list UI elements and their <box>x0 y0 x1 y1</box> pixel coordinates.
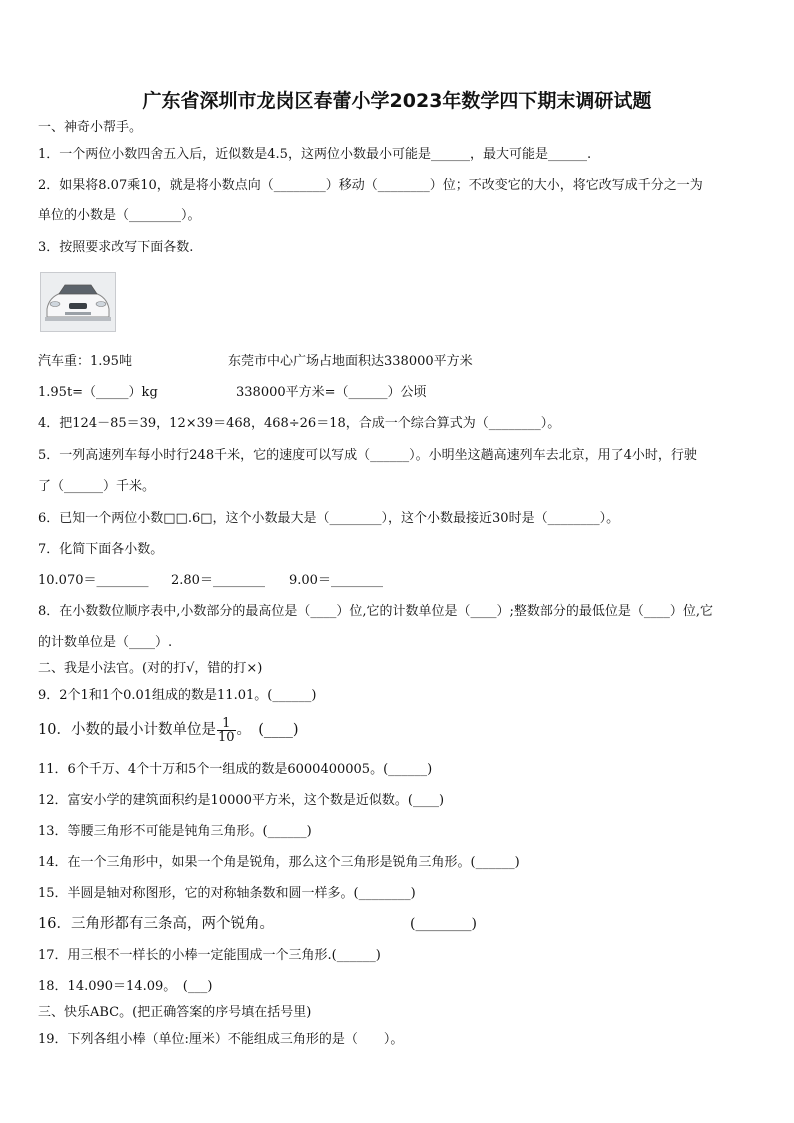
question-13: 13．等腰三角形不可能是钝角三角形。(______) <box>38 824 312 839</box>
section-2-heading: 二、我是小法官。(对的打√，错的打×) <box>38 661 263 676</box>
question-7: 7．化简下面各小数。 <box>38 542 164 557</box>
question-16: 16．三角形都有三条高，两个锐角。 <box>38 916 274 932</box>
question-8-line-2: 的计数单位是（____）. <box>38 635 173 650</box>
car-icon <box>41 273 115 331</box>
question-19: 19．下列各组小棒（单位:厘米）不能组成三角形的是（ ）。 <box>38 1032 404 1047</box>
question-3-left-blank: 1.95t=（_____）kg <box>38 385 158 400</box>
question-11: 11．6个千万、4个十万和5个一组成的数是6000400005。(______) <box>38 762 433 777</box>
question-4: 4．把124－85＝39，12×39＝468，468÷26＝18，合成一个综合算式为（________）。 <box>38 416 561 431</box>
car-photo <box>40 272 116 332</box>
question-3: 3．按照要求改写下面各数. <box>38 240 194 255</box>
question-16-blank: (________) <box>410 916 477 932</box>
section-1-heading: 一、神奇小帮手。 <box>38 120 143 135</box>
question-12: 12．富安小学的建筑面积约是10000平方米，这个数是近似数。(____) <box>38 793 445 808</box>
page-title: 广东省深圳市龙岗区春蕾小学2023年数学四下期末调研试题 <box>142 90 652 112</box>
plaza-area-label: 东莞市中心广场占地面积达338000平方米 <box>228 354 473 369</box>
question-15: 15．半圆是轴对称图形，它的对称轴条数和圆一样多。(________) <box>38 886 416 901</box>
simplify-item-1: 10.070＝________ <box>38 573 149 588</box>
section-3-heading: 三、快乐ABC。(把正确答案的序号填在括号里) <box>38 1005 312 1020</box>
question-6: 6．已知一个两位小数□□.6□，这个小数最大是（________），这个小数最接近30时是（________）。 <box>38 511 620 526</box>
question-10-text: 10．小数的最小计数单位是 <box>38 722 216 738</box>
question-1: 1．一个两位小数四舍五入后，近似数是4.5，这两位小数最小可能是______，最大可能是______. <box>38 147 592 162</box>
question-10 <box>38 715 762 745</box>
simplify-item-2: 2.80＝________ <box>171 573 265 588</box>
question-2-line-1: 2．如果将8.07乘10，就是将小数点向（________）移动（________）位；不改变它的大小，将它改写成千分之一为 <box>38 178 703 193</box>
fraction-one-tenth <box>217 717 236 744</box>
question-14: 14．在一个三角形中，如果一个角是锐角，那么这个三角形是锐角三角形。(______) <box>38 855 520 870</box>
fraction-numerator: 1 <box>217 717 236 731</box>
fraction-denominator: 10 <box>217 729 235 745</box>
car-weight-label: 汽车重：1.95吨 <box>38 354 132 369</box>
question-5-line-1: 5．一列高速列车每小时行248千米，它的速度可以写成（______）。小明坐这趟高速列车去北京，用了4小时，行驶 <box>38 448 697 463</box>
question-17: 17．用三根不一样长的小棒一定能围成一个三角形.(______) <box>38 948 381 963</box>
question-10-blank: 。 (____) <box>236 722 299 738</box>
question-9: 9．2个1和1个0.01组成的数是11.01。(______) <box>38 688 317 703</box>
question-2-line-2: 单位的小数是（________）。 <box>38 208 201 223</box>
question-3-right-blank: 338000平方米=（______）公顷 <box>236 385 427 400</box>
question-8-line-1: 8．在小数数位顺序表中,小数部分的最高位是（____）位,它的计数单位是（____）;整数部分的最低位是（____）位,它 <box>38 604 714 619</box>
question-5-line-2: 了（______）千米。 <box>38 479 156 494</box>
question-18: 18．14.090＝14.09。 (___) <box>38 979 213 994</box>
simplify-item-3: 9.00＝________ <box>289 573 383 588</box>
question-7-items <box>38 573 762 589</box>
